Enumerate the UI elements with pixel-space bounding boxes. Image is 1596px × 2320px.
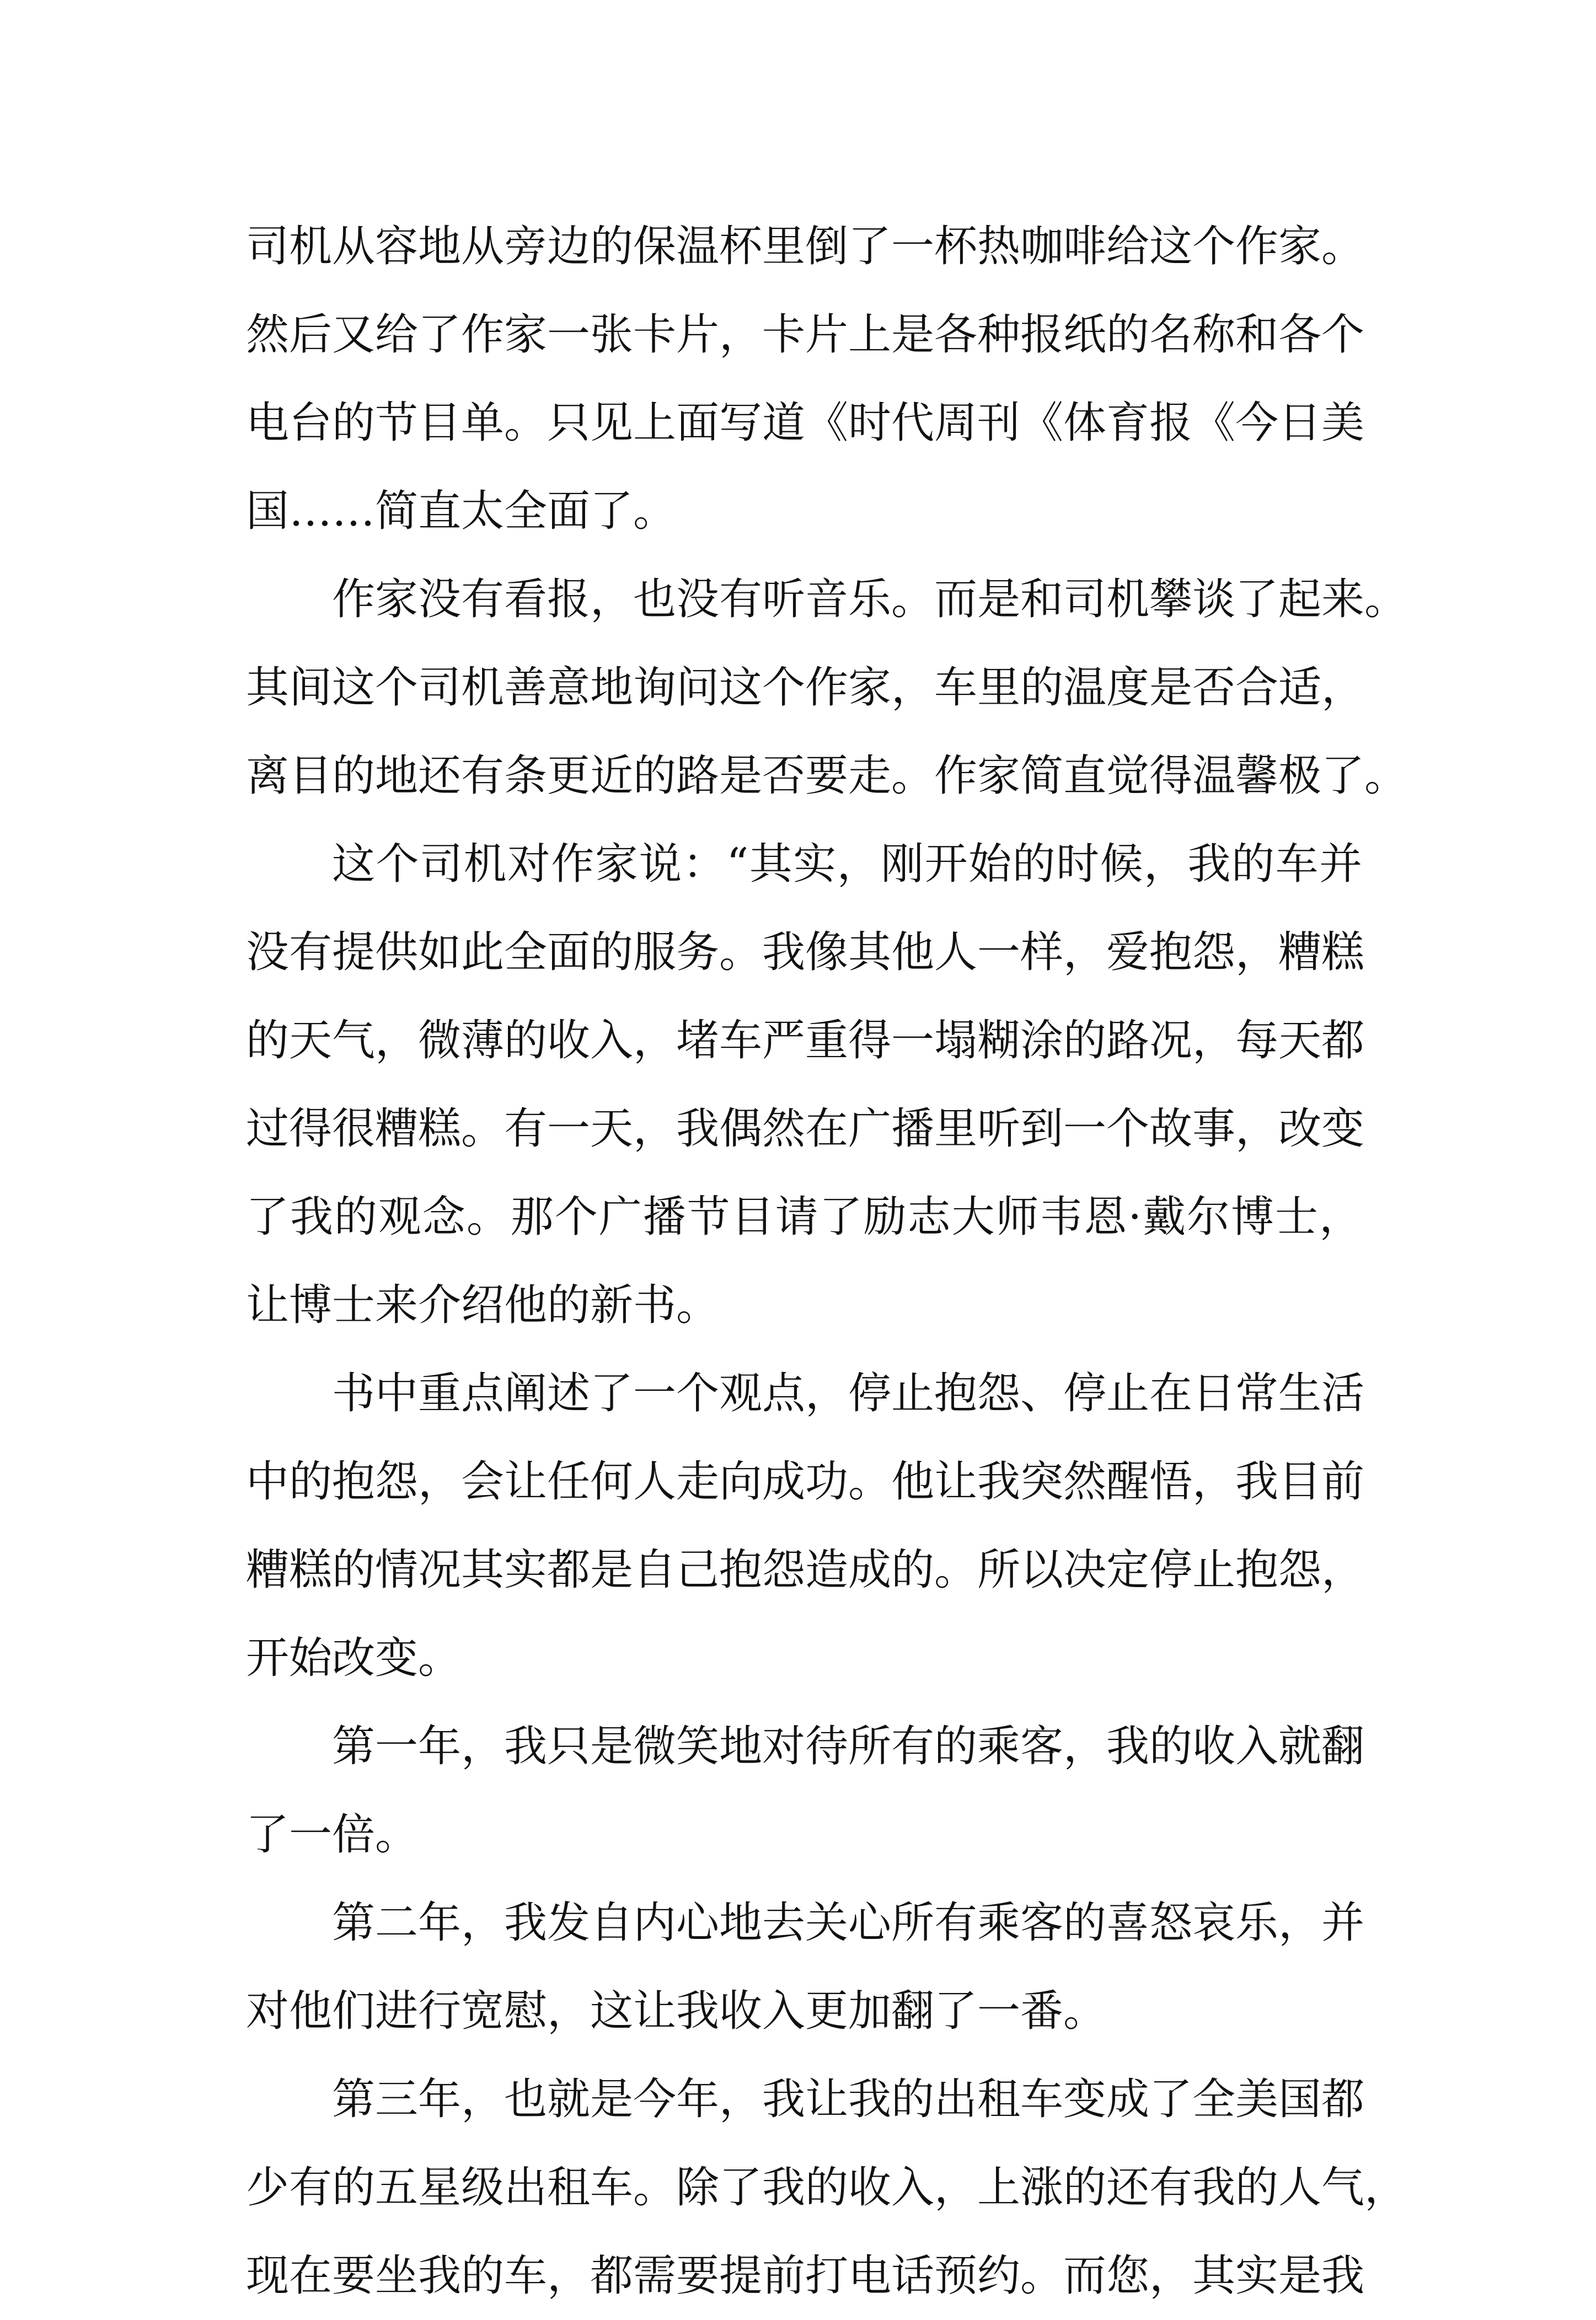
text-line: 糟糕的情况其实都是自己抱怨造成的。所以决定停止抱怨， <box>246 1545 1365 1595</box>
paragraph-first-line: 第一年，我只是微笑地对待所有的乘客，我的收入就翻 <box>332 1722 1365 1771</box>
text-line: 了我的观念。那个广播节目请了励志大师韦恩·戴尔博士， <box>246 1192 1362 1242</box>
paragraph-first-line: 第三年，也就是今年，我让我的出租车变成了全美国都 <box>332 2075 1365 2124</box>
text-line: 然后又给了作家一张卡片，卡片上是各种报纸的名称和各个 <box>246 310 1365 360</box>
text-line: 中的抱怨，会让任何人走向成功。他让我突然醒悟，我目前 <box>246 1457 1365 1507</box>
paragraph-first-line: 第二年，我发自内心地去关心所有乘客的喜怒哀乐，并 <box>332 1898 1365 1948</box>
text-line: 少有的五星级出租车。除了我的收入，上涨的还有我的人气， <box>246 2163 1408 2212</box>
text-line: 的天气，微薄的收入，堵车严重得一塌糊涂的路况，每天都 <box>246 1016 1365 1065</box>
text-line: 其间这个司机善意地询问这个作家，车里的温度是否合适， <box>246 663 1365 712</box>
text-line: 让博士来介绍他的新书。 <box>246 1280 720 1330</box>
text-line: 现在要坐我的车，都需要提前打电话预约。而您，其实是我 <box>246 2251 1365 2301</box>
paragraph-first-line: 书中重点阐述了一个观点，停止抱怨、停止在日常生活 <box>332 1369 1365 1418</box>
text-line: 过得很糟糕。有一天，我偶然在广播里听到一个故事，改变 <box>246 1104 1365 1154</box>
text-line: 对他们进行宽慰，这让我收入更加翻了一番。 <box>246 1986 1107 2036</box>
text-line: 电台的节目单。只见上面写道《时代周刊《体育报《今日美 <box>246 398 1365 448</box>
text-line: 了一倍。 <box>246 1810 419 1860</box>
document-page <box>246 202 1408 2320</box>
paragraph-first-line: 这个司机对作家说：“其实，刚开始的时候，我的车并 <box>332 839 1362 889</box>
text-line: 没有提供如此全面的服务。我像其他人一样，爱抱怨，糟糕 <box>246 928 1365 977</box>
text-line: 开始改变。 <box>246 1633 462 1683</box>
text-line: 离目的地还有条更近的路是否要走。作家简直觉得温馨极了。 <box>246 751 1408 801</box>
text-line: 司机从容地从旁边的保温杯里倒了一杯热咖啡给这个作家。 <box>246 222 1365 271</box>
text-line: 国……简直太全面了。 <box>246 486 677 536</box>
paragraph-first-line: 作家没有看报，也没有听音乐。而是和司机攀谈了起来。 <box>332 575 1408 624</box>
